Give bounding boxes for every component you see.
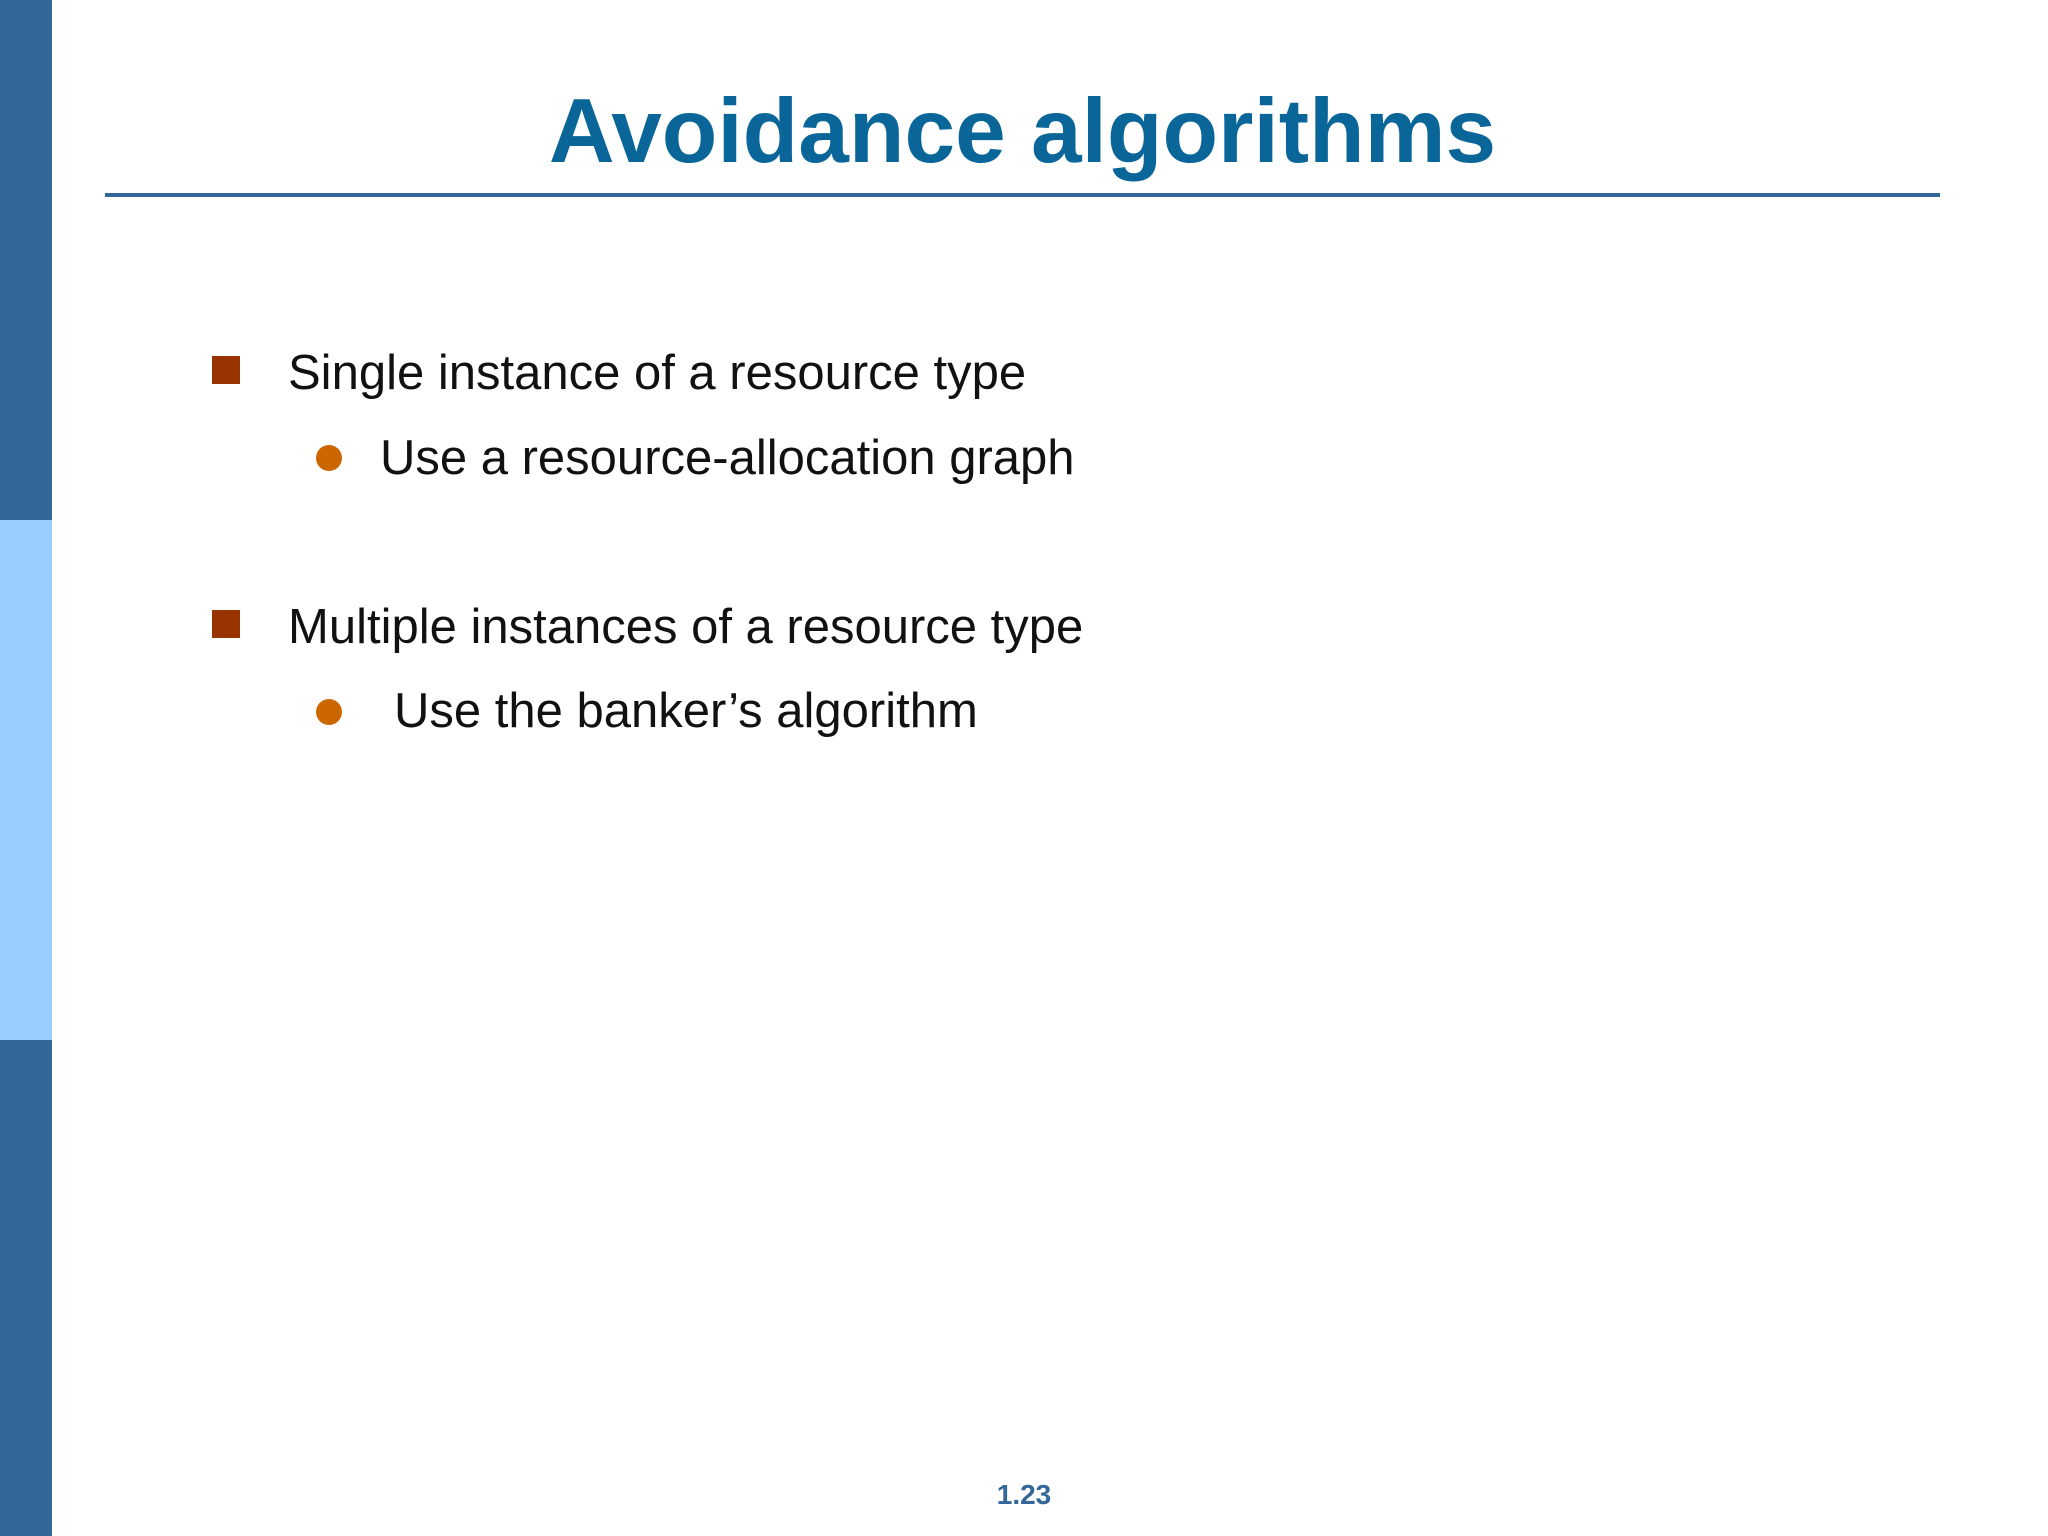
sub-bullet-item: Use the banker’s algorithm [394, 684, 978, 738]
circle-bullet-icon [316, 699, 342, 725]
accent-bar-bottom [0, 1040, 52, 1536]
square-bullet-icon [212, 356, 240, 384]
circle-bullet-icon [316, 445, 342, 471]
bullet-item: Single instance of a resource type [288, 346, 1027, 400]
page-number: 1.23 [996, 1479, 1052, 1510]
square-bullet-icon [212, 610, 240, 638]
bullet-item: Multiple instances of a resource type [288, 600, 1084, 654]
sub-bullet-item: Use a resource-allocation graph [380, 431, 1075, 485]
slide-title: Avoidance algorithms [548, 81, 1497, 182]
